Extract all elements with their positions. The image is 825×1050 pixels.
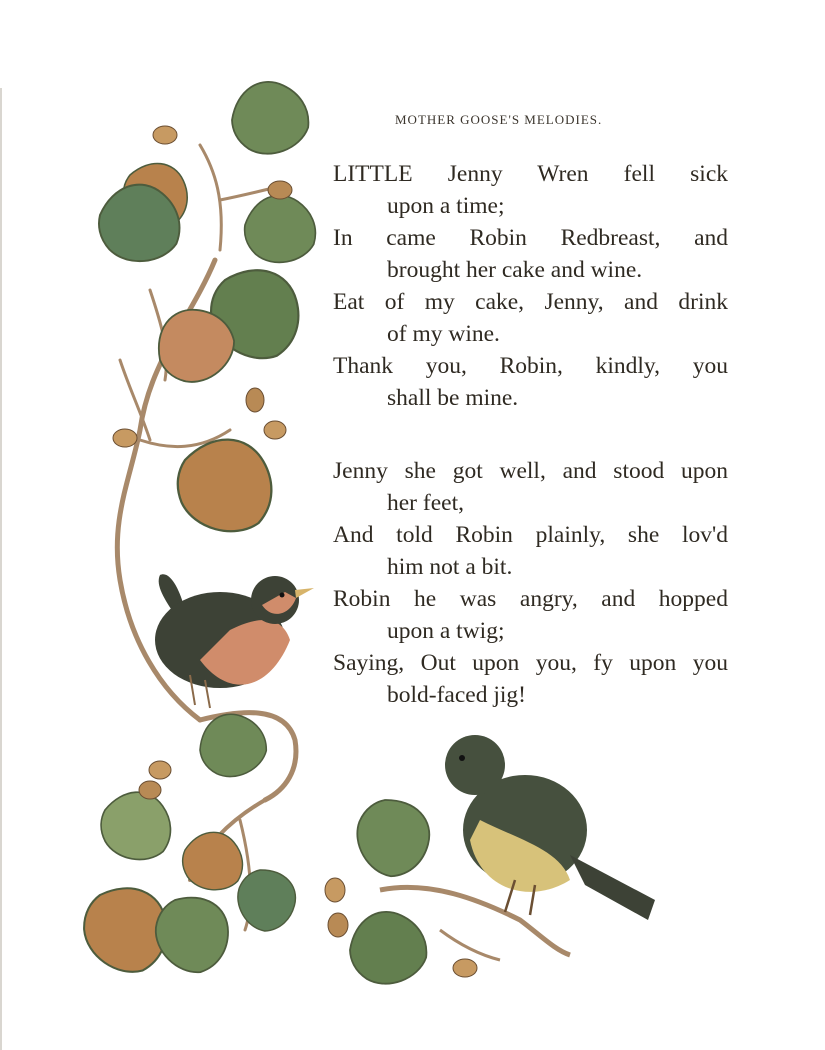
stanza-1 bbox=[333, 158, 728, 414]
poem-line: upon a twig; bbox=[387, 618, 505, 644]
poem-line: And told Robin plainly, she lov'd bbox=[333, 522, 728, 548]
wren-icon bbox=[155, 574, 314, 708]
poem-line: upon a time; bbox=[387, 193, 505, 219]
poem-line: Eat of my cake, Jenny, and drink bbox=[333, 289, 728, 315]
poem-line: Robin he was angry, and hopped bbox=[333, 586, 728, 612]
poem-line: brought her cake and wine. bbox=[387, 257, 643, 283]
poem-line: her feet, bbox=[387, 490, 464, 516]
poem-line: In came Robin Redbreast, and bbox=[333, 225, 728, 251]
poem-line: Thank you, Robin, kindly, you bbox=[333, 353, 728, 379]
poem-line: Saying, Out upon you, fy upon you bbox=[333, 650, 728, 676]
poem-line: bold-faced jig! bbox=[387, 682, 526, 708]
running-header: MOTHER GOOSE'S MELODIES. bbox=[395, 112, 603, 127]
poem-line: him not a bit. bbox=[387, 554, 513, 580]
poem-line: of my wine. bbox=[387, 321, 500, 347]
poem-line: Jenny she got well, and stood upon bbox=[333, 458, 728, 484]
poem-line: shall be mine. bbox=[387, 385, 519, 411]
stanza-2 bbox=[333, 455, 728, 711]
poem-line: LITTLE Jenny Wren fell sick bbox=[333, 161, 728, 187]
